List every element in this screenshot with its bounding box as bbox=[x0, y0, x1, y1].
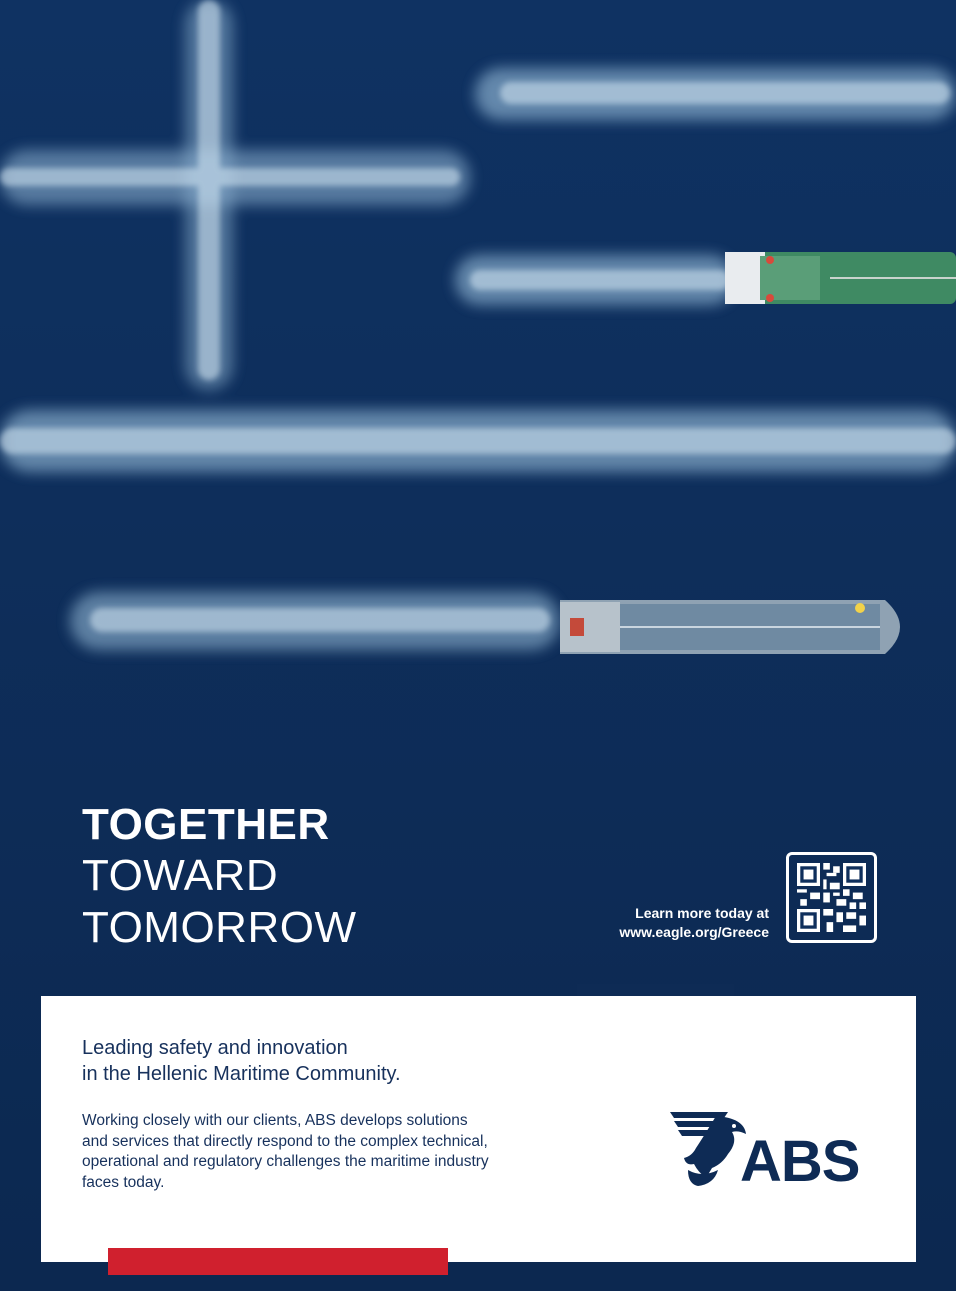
learn-more-text bbox=[619, 904, 769, 942]
headline-line-3: TOMORROW bbox=[82, 903, 357, 952]
headline bbox=[82, 800, 357, 954]
abs-wordmark: ABS bbox=[740, 1129, 860, 1194]
green-tanker-ship bbox=[725, 252, 956, 304]
lead-line-1: Leading safety and innovation bbox=[82, 1037, 348, 1059]
body-line-1: Working closely with our clients, ABS develops solutions bbox=[82, 1112, 468, 1129]
learn-more-line-1: Learn more today at bbox=[635, 905, 769, 921]
body-line-3: operational and regulatory challenges the maritime industry bbox=[82, 1153, 489, 1170]
body-line-4: faces today. bbox=[82, 1173, 165, 1191]
headline-line-1: TOGETHER bbox=[82, 800, 330, 849]
eagle-logo-icon bbox=[668, 1108, 748, 1195]
body-line-2: and services that directly respond to the complex technical, bbox=[82, 1132, 488, 1150]
headline-line-2: TOWARD bbox=[82, 851, 279, 900]
blue-tanker-ship bbox=[560, 600, 900, 654]
lead-text bbox=[82, 1035, 401, 1087]
learn-more-url[interactable]: www.eagle.org/Greece bbox=[619, 924, 769, 940]
qr-code-icon[interactable] bbox=[786, 852, 877, 943]
red-accent-bar bbox=[108, 1248, 448, 1275]
lead-line-2: in the Hellenic Maritime Community. bbox=[82, 1063, 401, 1085]
body-text bbox=[82, 1111, 592, 1193]
